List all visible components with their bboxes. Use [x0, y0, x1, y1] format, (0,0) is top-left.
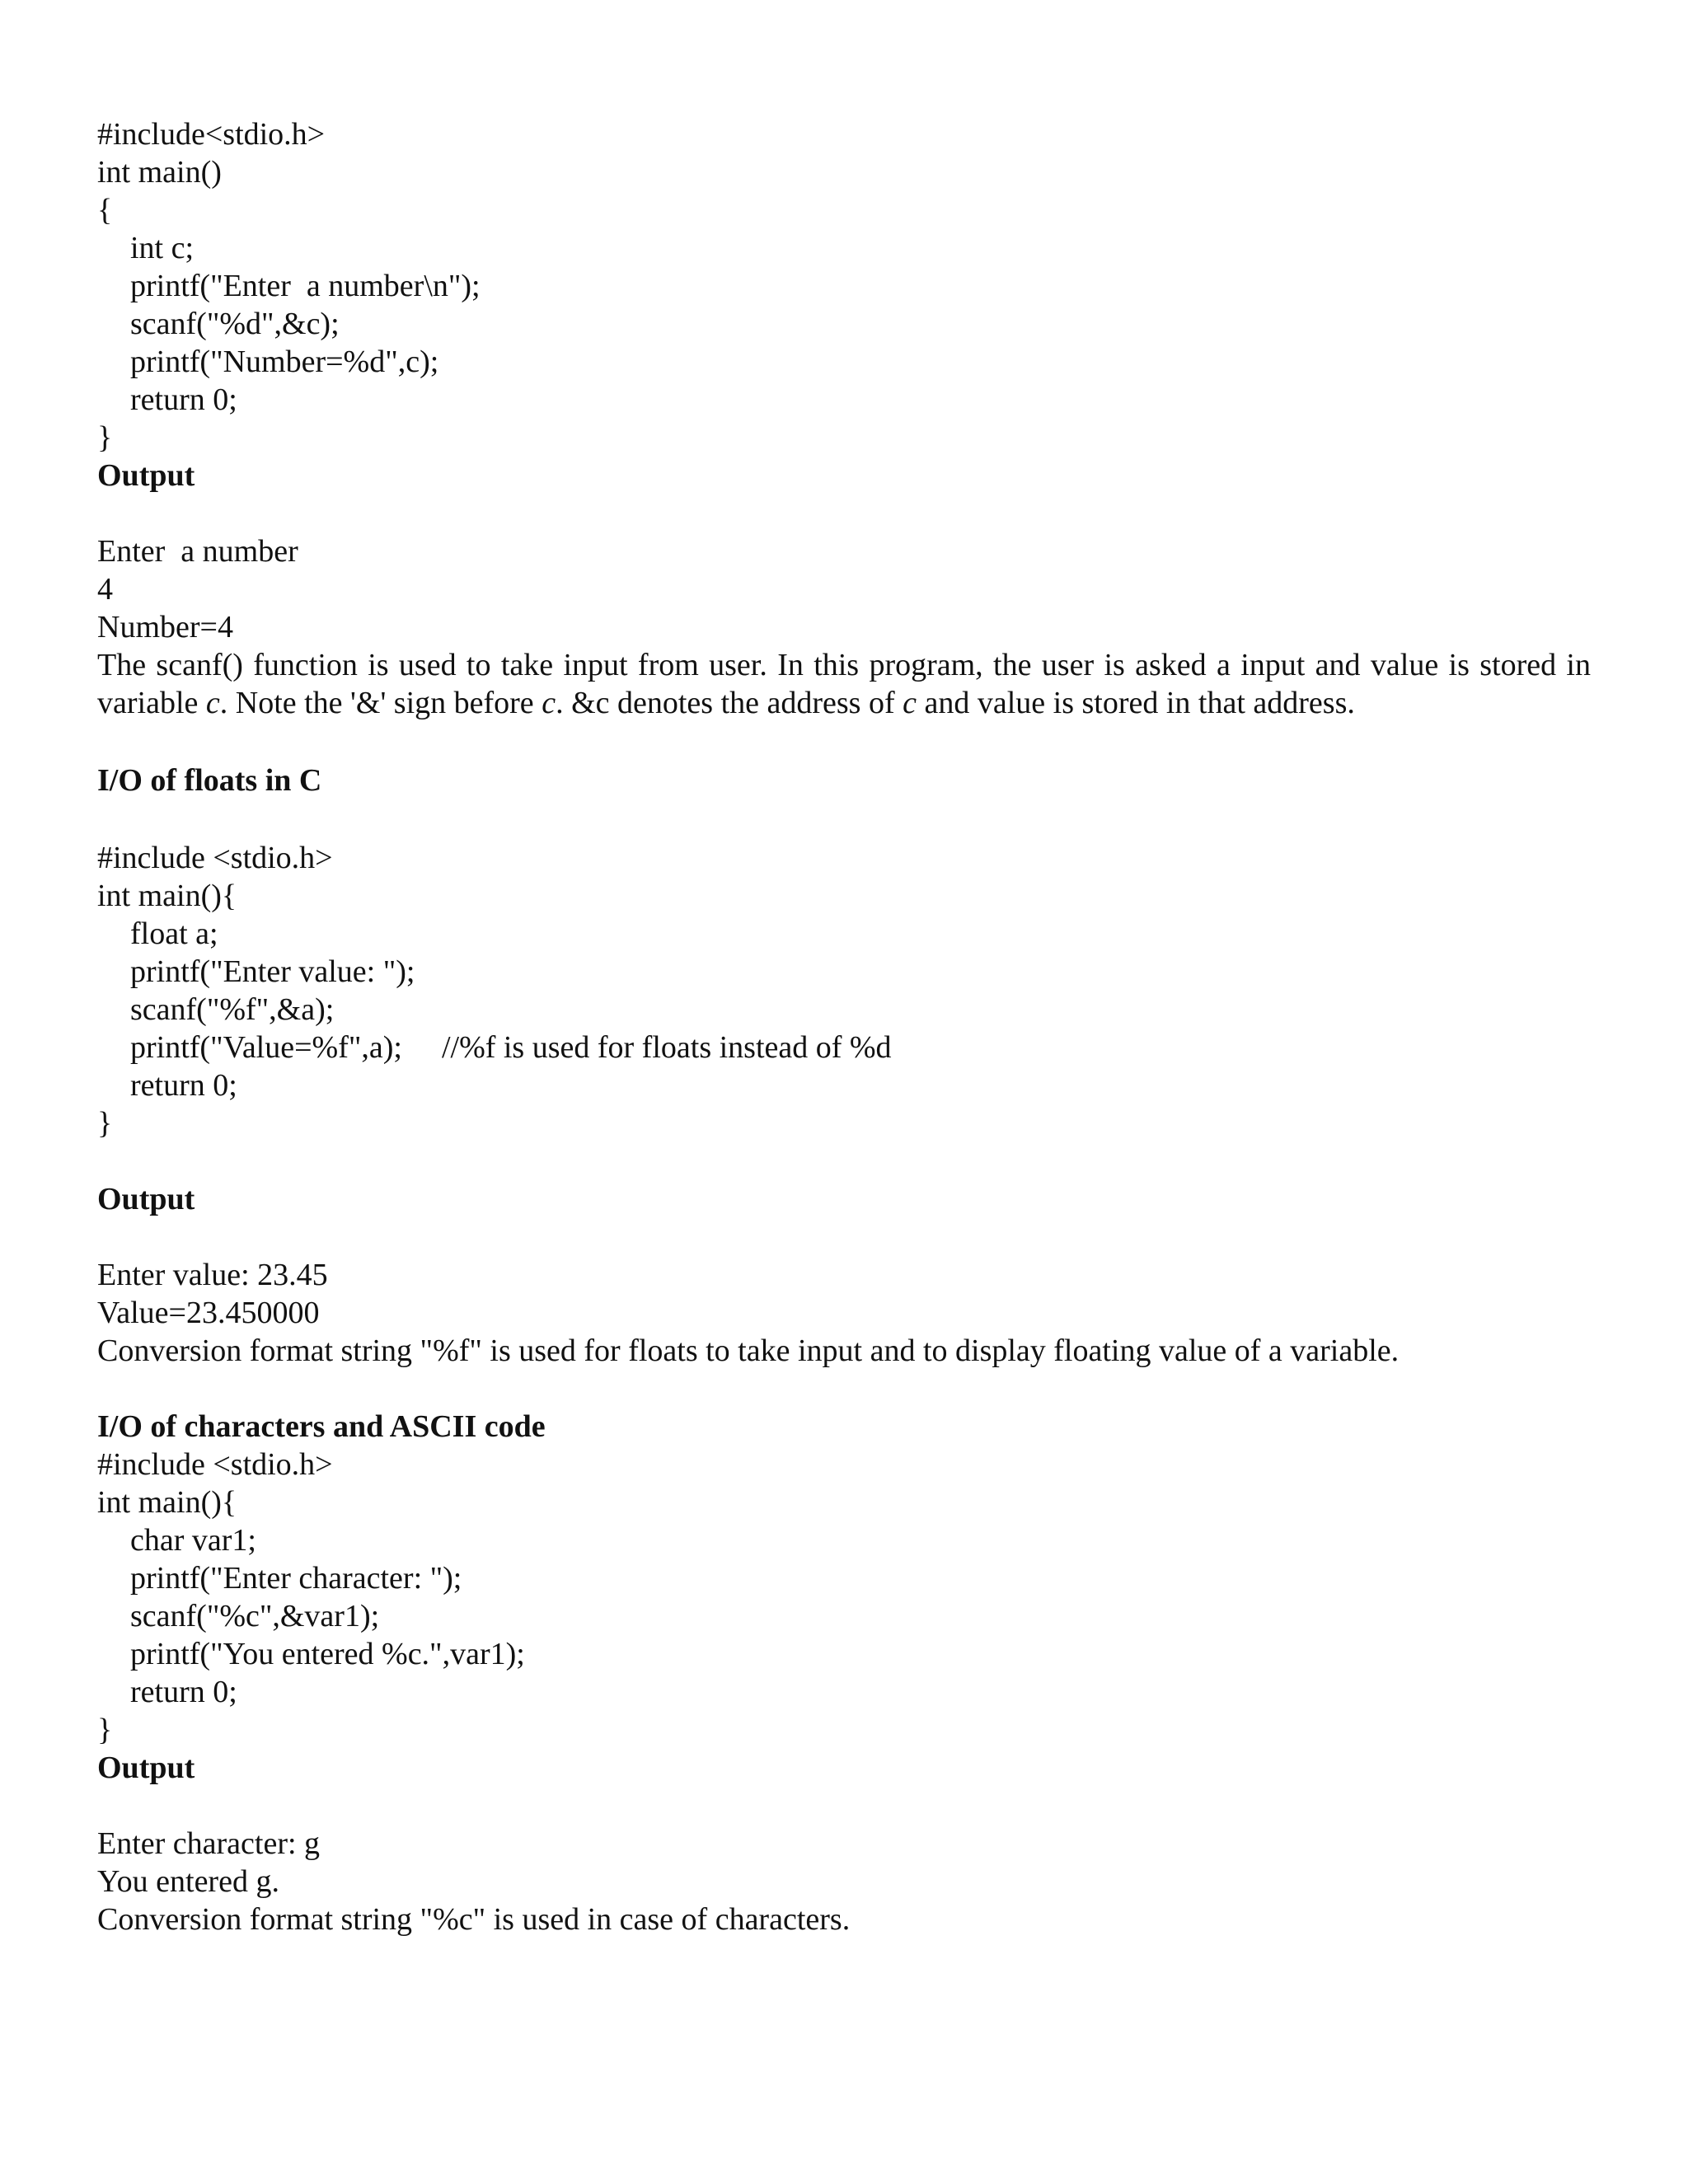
- output-line: Value=23.450000: [97, 1296, 320, 1330]
- output-heading: Output: [97, 1750, 195, 1785]
- code-line: #include<stdio.h>: [97, 117, 326, 152]
- code-line: {: [97, 193, 113, 227]
- explanation-paragraph: Conversion format string "%f" is used for floats to take input and to display floating value of a variable.: [97, 1333, 1400, 1368]
- code-line: float a;: [130, 916, 218, 951]
- code-line: scanf("%d",&c);: [130, 307, 340, 341]
- code-block-int-input: [97, 115, 1591, 457]
- code-line: printf("Value=%f",a); //%f is used for floats instead of %d: [130, 1030, 892, 1065]
- code-line: return 0;: [130, 1068, 237, 1103]
- output-block: [97, 1825, 1591, 1900]
- code-line: char var1;: [130, 1523, 256, 1558]
- code-line: #include <stdio.h>: [97, 841, 333, 875]
- output-heading: Output: [97, 1182, 195, 1216]
- output-line: Number=4: [97, 610, 233, 644]
- explanation-paragraph: Conversion format string "%c" is used in case of characters.: [97, 1902, 851, 1937]
- section-heading: I/O of characters and ASCII code: [97, 1409, 546, 1444]
- code-line: printf("Number=%d",c);: [130, 344, 439, 379]
- explanation-paragraph: The scanf() function is used to take input from user. In this program, the user is asked a input and value is stored in variable c. Note the '&' sign before c. &c denotes the address of c and value is stored in that address.: [97, 648, 1591, 720]
- code-comment: //%f is used for floats instead of %d: [441, 1030, 892, 1065]
- output-line: 4: [97, 572, 113, 607]
- output-heading: Output: [97, 458, 195, 493]
- output-line: Enter a number: [97, 534, 298, 569]
- code-line: int c;: [130, 231, 195, 265]
- code-line: scanf("%c",&var1);: [130, 1599, 380, 1633]
- output-block: [97, 532, 1591, 646]
- code-line: scanf("%f",&a);: [130, 992, 335, 1027]
- code-line: }: [97, 420, 113, 455]
- output-block: [97, 1256, 1591, 1332]
- output-line: You entered g.: [97, 1864, 279, 1899]
- code-block-float: [97, 839, 1591, 1142]
- code-line: }: [97, 1106, 113, 1141]
- code-line: printf("Enter a number\n");: [130, 269, 481, 303]
- code-line: int main(): [97, 155, 222, 190]
- code-block-char: [97, 1446, 1591, 1749]
- output-line: Enter value: 23.45: [97, 1258, 328, 1292]
- code-line: }: [97, 1713, 113, 1747]
- section-heading: I/O of floats in C: [97, 763, 322, 798]
- code-line: return 0;: [130, 382, 237, 417]
- code-line: #include <stdio.h>: [97, 1447, 333, 1482]
- code-line: return 0;: [130, 1675, 237, 1709]
- document-page: [97, 115, 1591, 1938]
- code-line: int main(){: [97, 879, 237, 913]
- code-line: printf("Enter character: ");: [130, 1561, 462, 1596]
- code-line: printf("You entered %c.",var1);: [130, 1637, 525, 1671]
- output-line: Enter character: g: [97, 1826, 321, 1861]
- code-line: int main(){: [97, 1485, 237, 1520]
- code-line: printf("Enter value: ");: [130, 954, 415, 989]
